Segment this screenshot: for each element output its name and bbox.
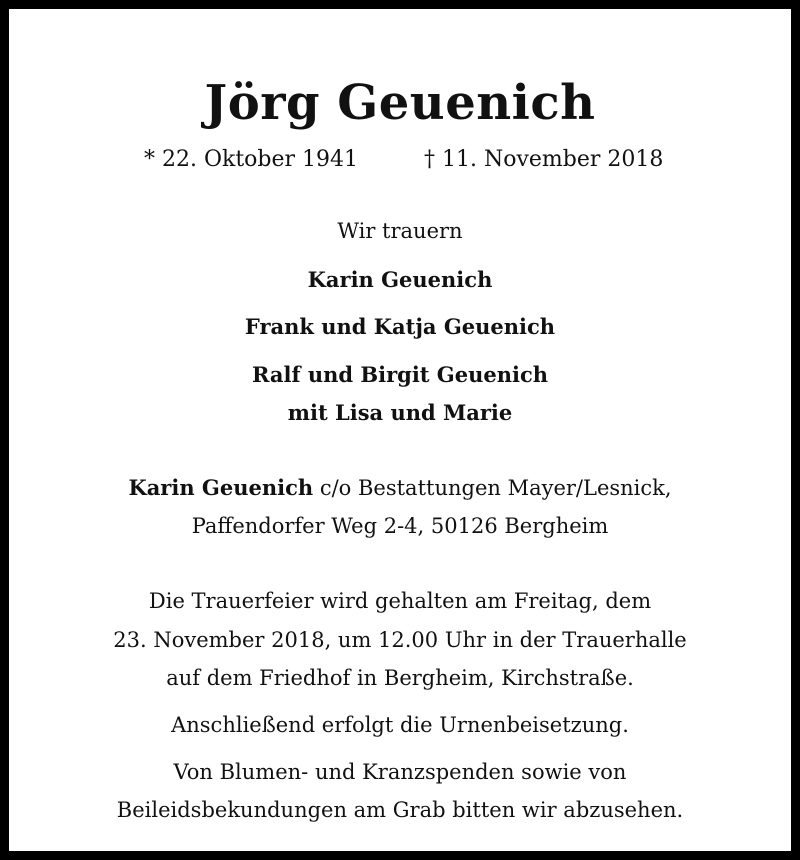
request-line: Von Blumen- und Kranzspenden sowie von	[173, 760, 627, 784]
mourner-line: Frank und Katja Geuenich	[244, 314, 556, 339]
death-date: † 11. November 2018	[424, 147, 664, 172]
ceremony-line: 23. November 2018, um 12.00 Uhr in der Trauerhalle	[113, 628, 687, 652]
contact-address-1: c/o Bestattungen Mayer/Lesnick,	[313, 476, 672, 500]
mourner-line: Ralf und Birgit Geuenich	[251, 362, 549, 387]
contact-line-1	[9, 473, 791, 503]
life-dates	[9, 145, 791, 175]
ceremony-line: auf dem Friedhof in Bergheim, Kirchstraße.	[166, 666, 634, 690]
birth-date: * 22. Oktober 1941	[144, 147, 359, 172]
contact-line-2: Paffendorfer Weg 2-4, 50126 Bergheim	[191, 514, 609, 538]
mourning-intro: Wir trauern	[337, 219, 463, 243]
contact-name: Karin Geuenich	[128, 475, 314, 500]
mourner-line: Karin Geuenich	[307, 267, 493, 292]
deceased-name: Jörg Geuenich	[204, 75, 596, 131]
request-line: Beileidsbekundungen am Grab bitten wir abzusehen.	[116, 798, 684, 822]
mourner-line: mit Lisa und Marie	[287, 400, 513, 425]
ceremony-line: Die Trauerfeier wird gehalten am Freitag, dem	[148, 589, 652, 613]
burial-line: Anschließend erfolgt die Urnenbeisetzung.	[171, 713, 629, 737]
